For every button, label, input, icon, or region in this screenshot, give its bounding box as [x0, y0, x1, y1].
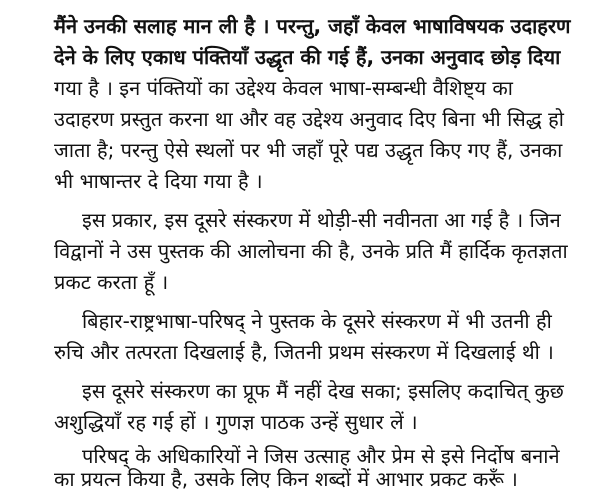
paragraph-1-line-3: गया है । इन पंक्तियों का उद्देश्य केवल भाषा-सम्बन्धी वैशिष्ट्य का — [54, 76, 513, 100]
paragraph-2-line-2: विद्वानों ने उस पुस्तक की आलोचना की है, उनके प्रति मैं हार्दिक कृतज्ञता — [54, 239, 568, 263]
paragraph-1-line-1: मैंने उनकी सलाह मान ली है । परन्तु, जहाँ केवल भाषाविषयक उदाहरण — [54, 14, 571, 38]
paragraph-1-line-6: भी भाषान्तर दे दिया गया है । — [54, 169, 263, 193]
paragraph-2-line-1: इस प्रकार, इस दूसरे संस्करण में थोड़ी-सी नवीनता आ गई है । जिन — [82, 208, 561, 232]
paragraph-1-line-5: जाता है; परन्तु ऐसे स्थलों पर भी जहाँ पूरे पद्य उद्धृत किए गए हैं, उनका — [54, 138, 563, 162]
paragraph-5-line-2: का प्रयत्न किया है, उसके लिए किन शब्दों में आभार प्रकट करूँ । — [54, 467, 518, 491]
paragraph-1-line-4: उदाहरण प्रस्तुत करना था और वह उद्देश्य अनुवाद दिए बिना भी सिद्ध हो — [54, 107, 564, 131]
paragraph-1-line-2: देने के लिए एकाध पंक्तियाँ उद्धृत की गई हैं, उनका अनुवाद छोड़ दिया — [54, 45, 561, 69]
paragraph-3-line-1: बिहार-राष्ट्रभाषा-परिषद् ने पुस्तक के दूसरे संस्करण में भी उतनी ही — [82, 309, 552, 333]
paragraph-2-line-3: प्रकट करता हूँ । — [54, 270, 169, 294]
paragraph-4-line-1: इस दूसरे संस्करण का प्रूफ मैं नहीं देख सका; इसलिए कदाचित् कुछ — [82, 379, 564, 403]
paragraph-5-line-1: परिषद् के अधिकारियों ने जिस उत्साह और प्रेम से इसे निर्दोष बनाने — [82, 444, 560, 468]
paragraph-3-line-2: रुचि और तत्परता दिखलाई है, जितनी प्रथम संस्करण में दिखलाई थी । — [54, 340, 554, 364]
paragraph-4-line-2: अशुद्धियाँ रह गई हों । गुणज्ञ पाठक उन्हें सुधार लें । — [54, 410, 418, 434]
